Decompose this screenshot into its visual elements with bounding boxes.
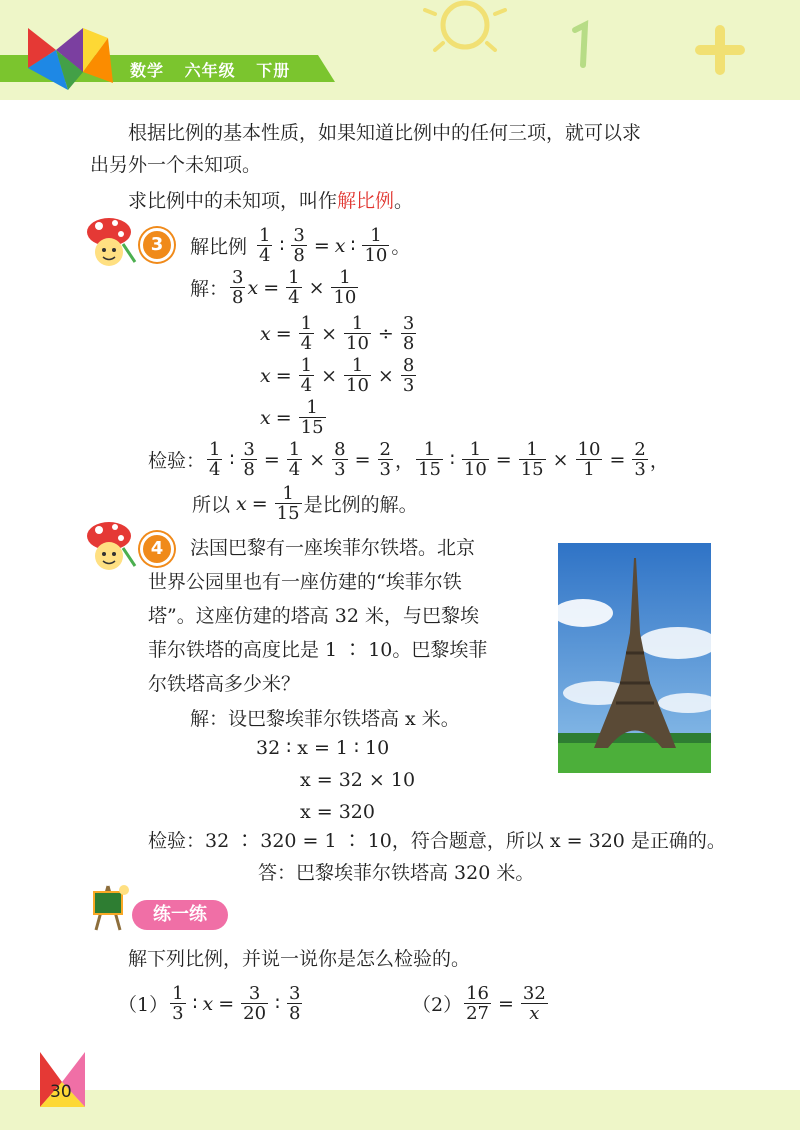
fraction: $\frac{1}{4}$ (288, 439, 301, 480)
example-4-badge: 4 (140, 532, 174, 566)
header-title (130, 58, 290, 81)
fraction: $\frac{1}{4}$ (209, 439, 221, 480)
example-4-answer-line: 答：巴黎埃菲尔铁塔高 320 米。 (258, 862, 535, 884)
fraction: $\frac{3}{20}$ (243, 983, 267, 1024)
example-4-equation-1: 32 ∶ x = 1 ∶ 10 (256, 737, 390, 759)
fraction: $\frac{1}{10}$ (463, 439, 487, 480)
easel-mascot-icon (86, 880, 130, 932)
header-grade: 六年级 (184, 61, 236, 80)
example-4-line-1: 法国巴黎有一座埃菲尔铁塔。北京 (190, 537, 476, 559)
fraction: $\frac{8}{3}$ (402, 355, 415, 396)
header-doodles (380, 0, 800, 95)
example-4-equation-3: x = 320 (300, 801, 375, 823)
practice-label: 练一练 (132, 900, 228, 930)
paragraph-2-post: 。 (394, 190, 414, 212)
fraction: $\frac{1}{4}$ (259, 225, 271, 266)
fraction: $\frac{1}{15}$ (520, 439, 544, 480)
example-4-equation-2: x = 32 × 10 (300, 769, 416, 791)
fraction: $\frac{1}{3}$ (172, 983, 184, 1024)
paragraph-2-pre: 求比例中的未知项，叫作 (128, 190, 338, 212)
tangram-logo (28, 28, 118, 98)
example-3-step-2: x = $\frac{1}{4}$ × $\frac{1}{10}$ ÷ $\frac{3}{8}$ (260, 313, 415, 354)
fraction: $\frac{1}{10}$ (333, 267, 357, 308)
fraction: $\frac{1}{10}$ (346, 355, 369, 396)
example-3-check: 检验： $\frac{1}{4}$ ∶ $\frac{3}{8}$ = $\frac{1}{4}$ × $\frac{8}{3}$ = $\frac{2}{3}$ ， $\frac{1}{15}$ ∶ $\frac{1}{10}$ = $\frac{1}{15}$ × $\frac{10}{1}$ = $\frac{2}{3}$ ， (148, 439, 669, 480)
fraction: $\frac{3}{8}$ (402, 313, 415, 354)
header-volume: 下册 (256, 61, 291, 80)
fraction: $\frac{2}{3}$ (634, 439, 646, 480)
fraction: $\frac{32}{x}$ (522, 983, 546, 1024)
mushroom-mascot-icon (85, 214, 137, 268)
paragraph-1-line-2: 出另外一个未知项。 (90, 154, 262, 176)
example-3-step-3: x = $\frac{1}{4}$ × $\frac{1}{10}$ × $\frac{8}{3}$ (260, 355, 415, 396)
eiffel-tower-photo (558, 543, 711, 773)
example-3-problem: 解比例 $\frac{1}{4}$ ∶ $\frac{3}{8}$ = x ∶ $\frac{1}{10}$ 。 (190, 225, 411, 266)
example-3-conclusion: 所以 x = $\frac{1}{15}$ 是比例的解。 (192, 483, 418, 524)
example-3-step-1: 解： $\frac{3}{8}$ x = $\frac{1}{4}$ × $\frac{1}{10}$ (190, 267, 357, 308)
fraction: $\frac{1}{4}$ (300, 313, 313, 354)
mushroom-mascot-icon (85, 518, 137, 572)
practice-item-1-label: （1） (118, 994, 169, 1016)
fraction: $\frac{10}{1}$ (577, 439, 601, 480)
fraction: $\frac{1}{10}$ (346, 313, 369, 354)
paragraph-2 (128, 186, 413, 216)
practice-item-2: （2） $\frac{16}{27}$ = $\frac{32}{x}$ (412, 983, 546, 1024)
example-3-solve-label: 解： (190, 278, 229, 300)
fraction: $\frac{16}{27}$ (466, 983, 489, 1024)
page-number: 30 (50, 1082, 72, 1102)
practice-item-2-label: （2） (412, 994, 463, 1016)
fraction: $\frac{3}{8}$ (289, 983, 301, 1024)
example-3-conclusion-pre: 所以 (192, 494, 231, 516)
fraction: $\frac{3}{8}$ (293, 225, 305, 266)
example-4-line-2: 世界公园里也有一座仿建的“埃菲尔铁 (148, 571, 462, 593)
practice-item-1: （1） $\frac{1}{3}$ ∶ x = $\frac{3}{20}$ ∶ $\frac{3}{8}$ (118, 983, 301, 1024)
fraction: $\frac{1}{15}$ (300, 397, 324, 438)
example-4-check-line: 检验：32 ∶ 320 = 1 ∶ 10，符合题意，所以 x = 320 是正确的。 (148, 830, 726, 852)
term-solve-proportion: 解比例 (337, 190, 395, 212)
fraction: $\frac{3}{8}$ (243, 439, 255, 480)
example-3-step-4: x = $\frac{1}{15}$ (260, 397, 324, 438)
practice-instruction: 解下列比例，并说一说你是怎么检验的。 (128, 948, 471, 970)
example-3-badge: 3 (140, 228, 174, 262)
paragraph-1-line-1: 根据比例的基本性质，如果知道比例中的任何三项，就可以求 (128, 122, 642, 144)
fraction: $\frac{1}{15}$ (276, 483, 300, 524)
fraction: $\frac{1}{4}$ (300, 355, 313, 396)
fraction: $\frac{1}{4}$ (288, 267, 300, 308)
header-subject: 数学 (130, 61, 165, 80)
example-4-line-5: 尔铁塔高多少米？ (148, 673, 301, 695)
example-4-line-4: 菲尔铁塔的高度比是 1 ∶ 10。巴黎埃菲 (148, 639, 488, 661)
fraction: $\frac{1}{10}$ (364, 225, 388, 266)
fraction: $\frac{8}{3}$ (334, 439, 346, 480)
example-4-solve-line: 解：设巴黎埃菲尔铁塔高 x 米。 (190, 708, 460, 730)
example-4-line-3: 塔”。这座仿建的塔高 32 米，与巴黎埃 (148, 605, 479, 627)
example-3-check-label: 检验： (148, 450, 206, 472)
example-3-prompt: 解比例 (190, 236, 248, 258)
footer-background (0, 1090, 800, 1130)
fraction: $\frac{1}{15}$ (418, 439, 441, 480)
fraction: $\frac{2}{3}$ (379, 439, 391, 480)
fraction: $\frac{3}{8}$ (232, 267, 244, 308)
example-3-conclusion-post: 是比例的解。 (303, 494, 418, 516)
